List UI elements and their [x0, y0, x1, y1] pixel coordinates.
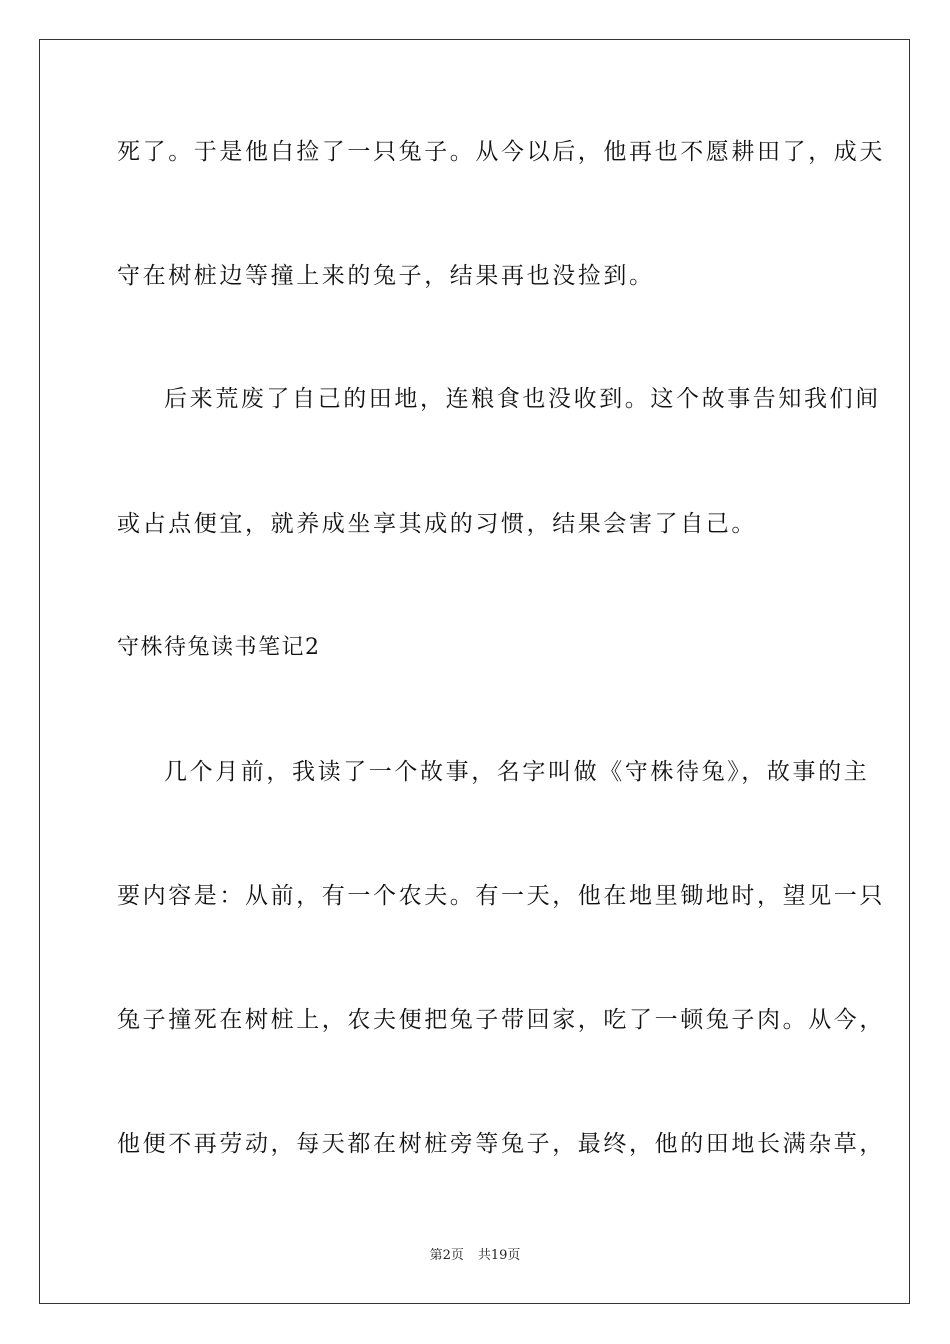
page-footer [0, 1247, 950, 1265]
paragraph-line: 或占点便宜，就养成坐享其成的习惯，结果会害了自己。 [117, 511, 757, 537]
paragraph-line: 要内容是：从前，有一个农夫。有一天，他在地里锄地时，望见一只 [117, 883, 885, 909]
paragraph-line: 守在树桩边等撞上来的兔子，结果再也没捡到。 [117, 263, 655, 289]
page-number: 第2页 [429, 1248, 464, 1263]
section-heading: 守株待兔读书笔记2 [117, 635, 321, 660]
page-frame [39, 39, 910, 1304]
paragraph-line: 兔子撞死在树桩上，农夫便把兔子带回家，吃了一顿兔子肉。从今， [117, 1007, 885, 1033]
paragraph-line: 死了。于是他白捡了一只兔子。从今以后，他再也不愿耕田了，成天 [117, 139, 885, 165]
paragraph-line: 他便不再劳动，每天都在树桩旁等兔子，最终，他的田地长满杂草， [117, 1131, 885, 1157]
page-count: 共19页 [477, 1248, 521, 1263]
paragraph-line: 几个月前，我读了一个故事，名字叫做《守株待兔》，故事的主 [164, 759, 870, 785]
paragraph-line: 后来荒废了自己的田地，连粮食也没收到。这个故事告知我们间 [164, 386, 881, 412]
